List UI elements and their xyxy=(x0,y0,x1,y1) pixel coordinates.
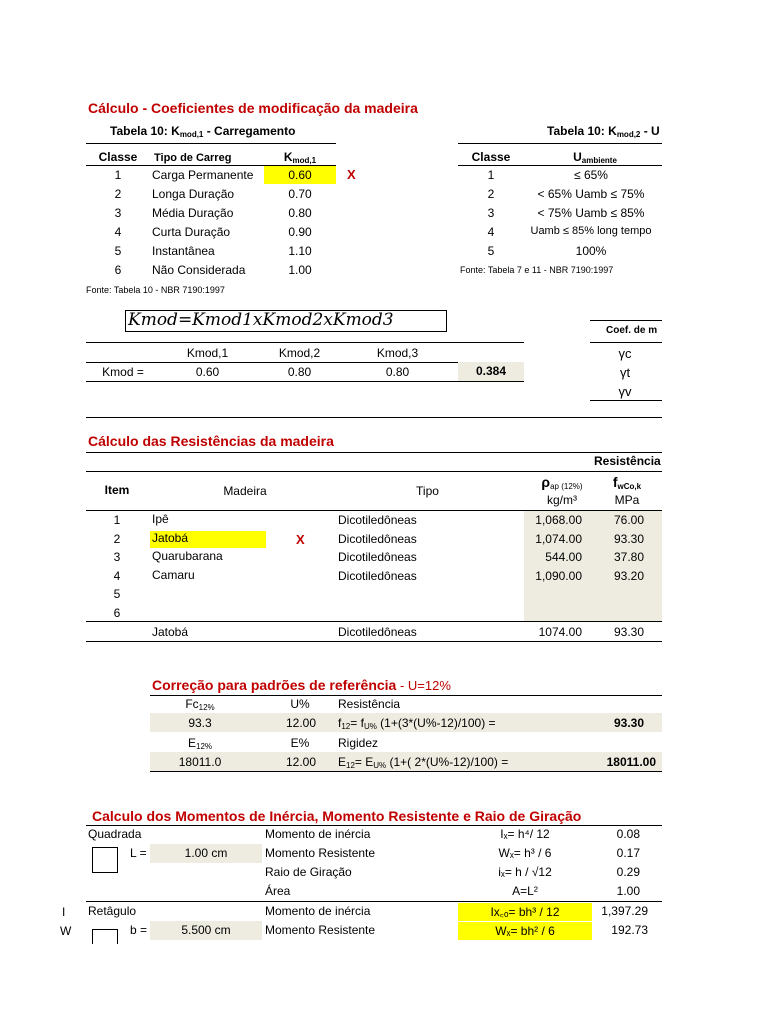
wood-f: 76.00 xyxy=(613,513,644,527)
selected-rho: 1074.00 xyxy=(538,625,582,639)
retangulo-prop-value: 192.73 xyxy=(611,923,648,937)
fc-formula: $f_{12}= f_{U\%}$ (1+(3*(U%-12)/100) = xyxy=(338,716,496,731)
table10-right-classe: 1 xyxy=(487,168,495,182)
resist-values-background xyxy=(524,511,662,621)
section-title-resistencias: Cálculo das Resistências da madeira xyxy=(88,433,334,449)
quadrada-prop-formula: Wₓ= h³ / 6 xyxy=(498,846,552,860)
col-header-rho: $\rho_{ap (12\%)}$ xyxy=(541,474,583,491)
rectangle-shape-icon xyxy=(92,929,118,944)
section-title-momentos: Calculo dos Momentos de Inércia, Momento Resistente e Raio de Giração xyxy=(92,808,582,824)
kmod2-header: Kmod,2 xyxy=(278,346,321,360)
u-value: 12.00 xyxy=(285,716,316,730)
wood-madeira: Quarubarana xyxy=(152,549,223,563)
fc12-header: $Fc_{12\%}$ xyxy=(185,697,215,712)
quadrada-prop-name: Momento Resistente xyxy=(265,846,376,860)
wood-madeira: Jatobá xyxy=(150,531,266,548)
table10-right-uambiente: Uamb ≤ 85% long tempo xyxy=(530,225,652,237)
kmod2-value: 0.80 xyxy=(287,365,312,379)
retangulo-label: Retâgulo xyxy=(88,904,137,918)
col-header-madeira: Madeira xyxy=(223,484,267,498)
divider xyxy=(86,901,662,902)
fc-result: 93.30 xyxy=(613,716,644,730)
rigidez-subheader: Rigidez xyxy=(338,736,379,750)
divider xyxy=(86,417,662,418)
resistencia-header: Resistência xyxy=(594,454,661,468)
kmod3-value: 0.80 xyxy=(385,365,410,379)
col-header-kmod1: $K_{mod,1}$ xyxy=(283,150,317,165)
divider xyxy=(86,471,662,472)
table10-left-tipo: Não Considerada xyxy=(152,263,246,277)
wood-item: 6 xyxy=(113,605,121,620)
kmod-formula: Kmod=Kmod1xKmod2xKmod3 xyxy=(128,310,394,330)
table10-left-kmod1: 0.80 xyxy=(288,206,312,220)
fc12-value: 93.3 xyxy=(188,716,212,730)
table10-right-uambiente: ≤ 65% xyxy=(574,168,608,182)
divider xyxy=(590,400,662,401)
retangulo-prop-name: Momento de inércia xyxy=(265,904,371,918)
col-header-item: Item xyxy=(104,483,130,497)
wood-item: 2 xyxy=(113,531,121,546)
coef-header: Coef. de m xyxy=(606,325,658,336)
section-title-coeficientes: Cálculo - Coeficientes de modificação da madeira xyxy=(88,100,418,116)
gamma-t: γt xyxy=(619,365,631,380)
table10-left-classe: 1 xyxy=(114,168,122,182)
divider xyxy=(86,143,336,144)
wood-madeira xyxy=(150,605,266,622)
l-label: L = xyxy=(130,846,147,860)
table10-left-kmod1: 0.60 xyxy=(264,166,336,184)
col-header-f-unit: MPa xyxy=(614,493,640,507)
divider xyxy=(458,165,662,166)
retangulo-prop-formula: Ix꜀ₒ= bh³ / 12 xyxy=(458,903,592,921)
divider xyxy=(86,381,524,382)
table10-right-uambiente: < 65% Uamb ≤ 75% xyxy=(537,187,645,201)
divider xyxy=(150,695,662,696)
table10-left-classe: 6 xyxy=(114,263,122,277)
divider xyxy=(590,320,662,321)
table10-right-classe: 2 xyxy=(487,187,495,201)
divider xyxy=(86,342,524,343)
side-label-w: W xyxy=(60,924,72,938)
col-header-f: $f_{wCo,k}$ xyxy=(612,474,642,491)
table10-left-classe: 2 xyxy=(114,187,122,201)
quadrada-label: Quadrada xyxy=(88,827,142,841)
table10-right-classe: 4 xyxy=(487,225,495,239)
table10-right-uambiente: 100% xyxy=(575,244,607,258)
retangulo-prop-name: Momento Resistente xyxy=(265,923,376,937)
e-result: 18011.00 xyxy=(606,755,656,769)
divider xyxy=(590,342,662,343)
table10-right-title: Tabela 10: $K_{mod,2}$ - U xyxy=(547,124,660,139)
section-title-correcao: Correção para padrões de referência - U=12% xyxy=(152,677,451,693)
selection-marker-wood: X xyxy=(296,532,305,547)
col-header-classe: Classe xyxy=(98,150,138,164)
divider xyxy=(150,771,662,772)
retangulo-prop-value: 1,397.29 xyxy=(601,904,648,918)
table10-left-tipo: Instantânea xyxy=(152,244,215,258)
quadrada-prop-value: 1.00 xyxy=(616,884,640,898)
wood-tipo: Dicotiledôneas xyxy=(338,531,417,546)
divider xyxy=(86,452,662,453)
table10-left-kmod1: 1.10 xyxy=(288,244,312,258)
col-header-rho-unit: kg/m³ xyxy=(547,493,577,507)
table10-right-classe: 3 xyxy=(487,206,495,220)
table10-left-tipo: Longa Duração xyxy=(152,187,235,201)
side-label-i: I xyxy=(62,905,66,919)
table10-left-tipo: Média Duração xyxy=(152,206,234,220)
source-note-left: Fonte: Tabela 10 - NBR 7190:1997 xyxy=(86,285,225,295)
wood-item: 1 xyxy=(113,513,121,527)
divider xyxy=(86,825,662,826)
quadrada-prop-formula: A=L² xyxy=(512,884,538,898)
quadrada-prop-value: 0.08 xyxy=(616,827,640,841)
u-header: U% xyxy=(290,697,310,711)
col-header-uambiente: $U_{ambiente}$ xyxy=(573,150,617,165)
table10-left-kmod1: 0.70 xyxy=(288,187,312,201)
table10-left-classe: 3 xyxy=(114,206,122,220)
quadrada-prop-formula: iₓ= h / √12 xyxy=(498,865,552,879)
col-header-classe-right: Classe xyxy=(471,150,511,164)
kmod-result: 0.384 xyxy=(458,362,524,381)
quadrada-prop-value: 0.17 xyxy=(616,846,640,860)
quadrada-prop-value: 0.29 xyxy=(616,865,640,879)
quadrada-prop-formula: Iₓ= h⁴/ 12 xyxy=(500,827,550,841)
table10-left-classe: 5 xyxy=(114,244,122,258)
wood-tipo: Dicotiledôneas xyxy=(338,568,417,583)
e-formula: $E_{12}= E_{U\%}$ (1+( 2*(U%-12)/100) = xyxy=(338,755,509,770)
ep-value: 12.00 xyxy=(285,755,316,769)
l-value: 1.00 cm xyxy=(184,846,228,860)
table10-right-classe: 5 xyxy=(487,244,495,258)
b-label: b = xyxy=(130,923,148,937)
divider xyxy=(86,621,662,622)
divider xyxy=(458,143,662,144)
kmod3-header: Kmod,3 xyxy=(376,346,419,360)
table10-right-uambiente: < 75% Uamb ≤ 85% xyxy=(537,206,645,220)
kmod1-value: 0.60 xyxy=(195,365,220,379)
retangulo-prop-formula: Wₓ= bh² / 6 xyxy=(458,922,592,940)
kmod-formula-box xyxy=(125,310,447,332)
e12-value: 18011.0 xyxy=(178,755,222,769)
wood-tipo: Dicotiledôneas xyxy=(338,513,417,527)
col-header-tipo: Tipo xyxy=(416,484,439,498)
e12-header: $E_{12\%}$ xyxy=(187,736,213,751)
table10-left-classe: 4 xyxy=(114,225,122,239)
wood-madeira: Ipê xyxy=(152,512,169,526)
wood-rho: 544.00 xyxy=(545,550,582,564)
wood-f: 37.80 xyxy=(613,550,644,564)
wood-rho: 1,090.00 xyxy=(535,568,582,583)
wood-f: 93.30 xyxy=(613,531,644,546)
b-value: 5.500 cm xyxy=(181,923,231,937)
table10-left-kmod1: 0.90 xyxy=(288,225,312,239)
wood-rho: 1,068.00 xyxy=(535,513,582,527)
table10-left-kmod1: 1.00 xyxy=(288,263,312,277)
kmod-label: Kmod = xyxy=(102,365,144,379)
wood-item: 3 xyxy=(113,550,121,564)
gamma-v: γv xyxy=(618,384,632,399)
table10-left-tipo: Carga Permanente xyxy=(152,168,254,182)
divider xyxy=(86,641,662,642)
wood-tipo: Dicotiledôneas xyxy=(338,550,417,564)
wood-madeira: Camaru xyxy=(152,567,195,582)
gamma-c: γc xyxy=(618,346,632,361)
wood-item: 4 xyxy=(113,568,121,583)
selected-f: 93.30 xyxy=(613,625,644,639)
source-note-right: Fonte: Tabela 7 e 11 - NBR 7190:1997 xyxy=(460,265,614,275)
table10-left-tipo: Curta Duração xyxy=(152,225,231,239)
square-shape-icon xyxy=(92,847,118,873)
quadrada-prop-name: Momento de inércia xyxy=(265,827,371,841)
wood-madeira xyxy=(150,586,266,603)
wood-f: 93.20 xyxy=(613,568,644,583)
selected-madeira: Jatobá xyxy=(152,625,189,639)
kmod1-header: Kmod,1 xyxy=(186,346,229,360)
table10-left-title: Tabela 10: $K_{mod,1}$ - Carregamento xyxy=(110,124,296,139)
ep-header: E% xyxy=(290,736,310,750)
wood-rho: 1,074.00 xyxy=(535,531,582,546)
quadrada-prop-name: Área xyxy=(265,884,291,898)
resistencia-subheader: Resistência xyxy=(338,697,401,711)
quadrada-prop-name: Raio de Giração xyxy=(265,865,352,879)
selected-tipo: Dicotiledôneas xyxy=(338,625,417,639)
wood-item: 5 xyxy=(113,587,121,601)
selection-marker: X xyxy=(347,167,356,182)
col-header-tipo: Tipo de Carreg xyxy=(154,152,232,164)
